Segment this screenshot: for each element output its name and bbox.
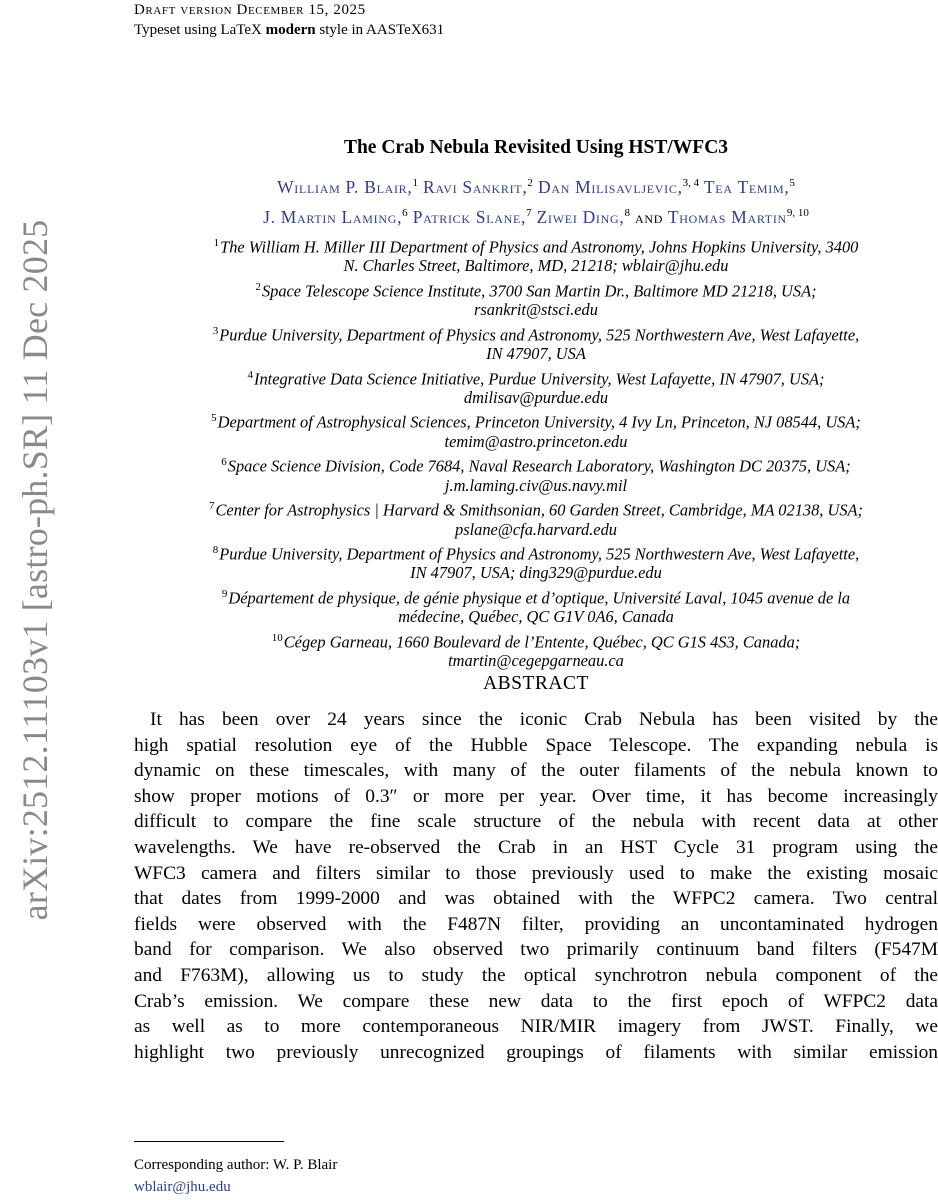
affiliation	[134, 453, 938, 494]
paper-title: The Crab Nebula Revisited Using HST/WFC3	[343, 137, 729, 158]
latex-logo: LaTeX	[220, 22, 262, 38]
abstract-heading: ABSTRACT	[483, 673, 589, 694]
author-affil-mark: 1	[412, 177, 418, 189]
abstract-line: that dates from 1999-2000 and was obtained with the WFPC2 camera. Two central	[134, 888, 938, 910]
affiliation	[134, 585, 938, 626]
typeset-prefix: Typeset using	[134, 22, 221, 38]
affiliation-mark: 9	[221, 587, 228, 600]
affiliation-line: Purdue University, Department of Physics and Astronomy, 525 Northwestern Ave, West Lafayette,	[219, 544, 860, 564]
corresponding-email-link[interactable]: wblair@jhu.edu	[134, 1179, 231, 1195]
affiliation-mark: 7	[208, 500, 215, 513]
author-link[interactable]: Tea Temim,	[703, 176, 790, 197]
affiliation-line: Département de physique, de génie physique et d’optique, Université Laval, 1045 avenue de la	[228, 588, 851, 608]
affiliation-line: Integrative Data Science Initiative, Purdue University, West Lafayette, IN 47907, USA;	[253, 369, 825, 389]
abstract-line: high spatial resolution eye of the Hubble Space Telescope. The expanding nebula is	[134, 734, 938, 756]
affiliation-mark: 3	[212, 324, 219, 337]
affiliation-line: N. Charles Street, Baltimore, MD, 21218; wblair@jhu.edu	[343, 256, 729, 276]
abstract-line: wavelengths. We have re-observed the Crab in an HST Cycle 31 program using the	[134, 836, 938, 858]
author-affil-mark: 8	[624, 206, 630, 219]
abstract-line: as well as to more contemporaneous NIR/MIR imagery from JWST. Finally, we	[134, 1016, 938, 1038]
affiliation-line: temim@astro.princeton.edu	[444, 431, 628, 451]
author-affil-mark: 7	[526, 206, 532, 219]
typeset-suffix: style in AASTeX631	[315, 22, 445, 38]
affiliation-mark: 4	[247, 368, 253, 381]
arxiv-sidebar	[0, 0, 70, 1200]
arxiv-identifier: arXiv:2512.11103v1 [astro-ph.SR] 11 Dec 2025	[15, 219, 55, 921]
affiliation-mark: 6	[221, 456, 227, 469]
abstract-line: fields were observed with the F487N filter, providing an uncontaminated hydrogen	[134, 913, 938, 935]
affiliation-mark: 10	[271, 631, 283, 644]
affiliation	[134, 234, 938, 275]
abstract-line: WFC3 camera and filters similar to those previously used to make the existing mosaic	[134, 862, 938, 884]
affiliation-line: IN 47907, USA	[486, 344, 586, 364]
abstract-line: show proper motions of 0.3″ or more per year. Over time, it has become increasingly	[134, 785, 938, 807]
authors-conjunction: and	[635, 206, 664, 227]
affiliation	[134, 497, 938, 538]
author-affil-mark: 5	[789, 177, 795, 189]
abstract-line: dynamic on these timescales, with many of the outer filaments of the nebula known to	[134, 760, 938, 782]
draft-version: Draft version December 15, 2025	[134, 2, 366, 18]
corresponding-author: Corresponding author: W. P. Blair	[134, 1157, 338, 1173]
author-link[interactable]: Patrick Slane,	[412, 206, 527, 227]
typeset-note	[134, 20, 444, 40]
affiliation-mark: 5	[211, 412, 217, 425]
abstract-line: highlight two previously unrecognized groupings of filaments with similar emission	[134, 1041, 938, 1063]
page-header	[134, 0, 444, 40]
affiliation-line: Department of Astrophysical Sciences, Princeton University, 4 Ivy Ln, Princeton, NJ 08544, USA;	[217, 412, 861, 432]
affiliation	[134, 541, 938, 582]
affiliation-mark: 1	[213, 237, 220, 249]
author-link[interactable]: J. Martin Laming,	[263, 206, 403, 227]
abstract-line: Crab’s emission. We compare these new data to the first epoch of WFPC2 data	[134, 990, 938, 1012]
author-affil-mark: 9, 10	[786, 206, 809, 219]
footnote	[134, 1154, 337, 1198]
author-link[interactable]: Ziwei Ding,	[536, 206, 625, 227]
abstract-line: and F763M), allowing us to study the optical synchrotron nebula component of the	[134, 964, 938, 986]
affiliation-line: Cégep Garneau, 1660 Boulevard de l’Entente, Québec, QC G1S 4S3, Canada;	[283, 632, 801, 652]
author-list	[134, 170, 938, 230]
affiliation-line: Space Science Division, Code 7684, Naval Research Laboratory, Washington DC 20375, USA;	[227, 456, 851, 476]
affiliation-line: Purdue University, Department of Physics and Astronomy, 525 Northwestern Ave, West Lafayette,	[219, 325, 860, 345]
affiliation	[134, 409, 938, 450]
affiliation-mark: 8	[212, 544, 219, 557]
affiliation-line: médecine, Québec, QC G1V 0A6, Canada	[398, 607, 674, 627]
affiliation-line: The William H. Miller III Department of Physics and Astronomy, Johns Hopkins University, 3400	[220, 237, 859, 257]
affiliation-line: tmartin@cegepgarneau.ca	[448, 651, 624, 671]
typeset-style: modern	[265, 22, 316, 38]
affiliation-mark: 2	[255, 280, 261, 293]
affiliation-line: dmilisav@purdue.edu	[463, 388, 609, 408]
affiliation	[134, 322, 938, 363]
abstract-line: It has been over 24 years since the iconic Crab Nebula has been visited by the	[150, 709, 938, 730]
affiliation	[134, 629, 938, 670]
author-link[interactable]: Thomas Martin	[667, 206, 787, 227]
affiliation-line: IN 47907, USA; ding329@purdue.edu	[410, 563, 662, 583]
author-link[interactable]: William P. Blair,	[277, 176, 413, 197]
affiliation-list	[134, 234, 938, 673]
affiliation	[134, 278, 938, 319]
abstract-line: difficult to compare the fine scale structure of the nebula with recent data at other	[134, 811, 938, 833]
footnote-divider	[134, 1141, 284, 1142]
abstract-body	[134, 707, 938, 1065]
affiliation-line: Space Telescope Science Institute, 3700 San Martin Dr., Baltimore MD 21218, USA;	[261, 281, 817, 301]
affiliation-line: j.m.laming.civ@us.navy.mil	[444, 475, 628, 495]
author-link[interactable]: Dan Milisavljevic,	[537, 176, 683, 197]
author-affil-mark: 6	[402, 206, 408, 219]
affiliation	[134, 366, 938, 407]
author-affil-mark: 3, 4	[682, 177, 700, 189]
affiliation-line: Center for Astrophysics | Harvard & Smithsonian, 60 Garden Street, Cambridge, MA 02138, USA;	[215, 500, 863, 520]
abstract-line: band for comparison. We also observed two primarily continuum band filters (F547M	[134, 939, 938, 961]
affiliation-line: rsankrit@stsci.edu	[474, 300, 598, 320]
author-link[interactable]: Ravi Sankrit,	[423, 176, 528, 197]
affiliation-line: pslane@cfa.harvard.edu	[455, 519, 617, 539]
author-affil-mark: 2	[527, 177, 533, 189]
